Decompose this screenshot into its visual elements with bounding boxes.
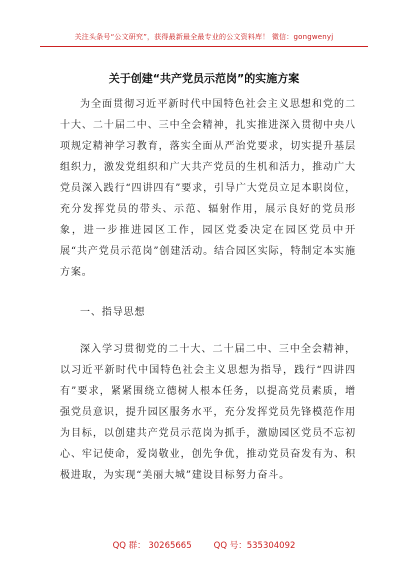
section-heading-guiding-ideology: 一、指导思想 [80,307,146,318]
header-notice: 关注头条号“公文研究”，获得最新最全最专业的公文资料库！ 微信：gongwenyj [74,33,334,41]
document-body [60,94,356,486]
footer-qq-group: QQ 群： 30265665 [112,541,192,551]
footer-contact [0,539,408,551]
header-divider [40,46,368,47]
footer-qq-number: QQ 号：535304092 [213,541,296,551]
intro-paragraph: 为全面贯彻习近平新时代中国特色社会主义思想和党的二十大、二十届二中、三中全会精神，扎实推进深入贯彻中央八项规定精神学习教育，落实全面从严治党要求，切实提升基层组织力，激发党组织和广大共产党员的生机和活力，推动广大党员深入践行“四讲四有”要求，引导广大党员立足本职岗位，充分发挥党员的带头、示范、辐射作用，展示良好的党员形象，进一步推进园区工作，园区党委决定在园区党员中开展“共产党员示范岗”创建活动。结合园区实际，特制定本实施方案。 [60,99,356,278]
section-paragraph: 深入学习贯彻党的二十大、二十届二中、三中全会精神，以习近平新时代中国特色社会主义思想为指导，践行“四讲四有”要求，紧紧围绕立德树人根本任务，以提高党员素质，增强党员意识，提升园区服务水平，充分发挥党员先锋模范作用为目标，以创建共产党员示范岗为抓手，激励园区党员不忘初心、牢记使命，爱岗敬业，创先争优，推动党员奋发有为、积极进取，为实现“美丽大城”建设目标努力奋斗。 [60,344,356,481]
document-title: 关于创建“共产党员示范岗”的实施方案 [108,72,300,85]
